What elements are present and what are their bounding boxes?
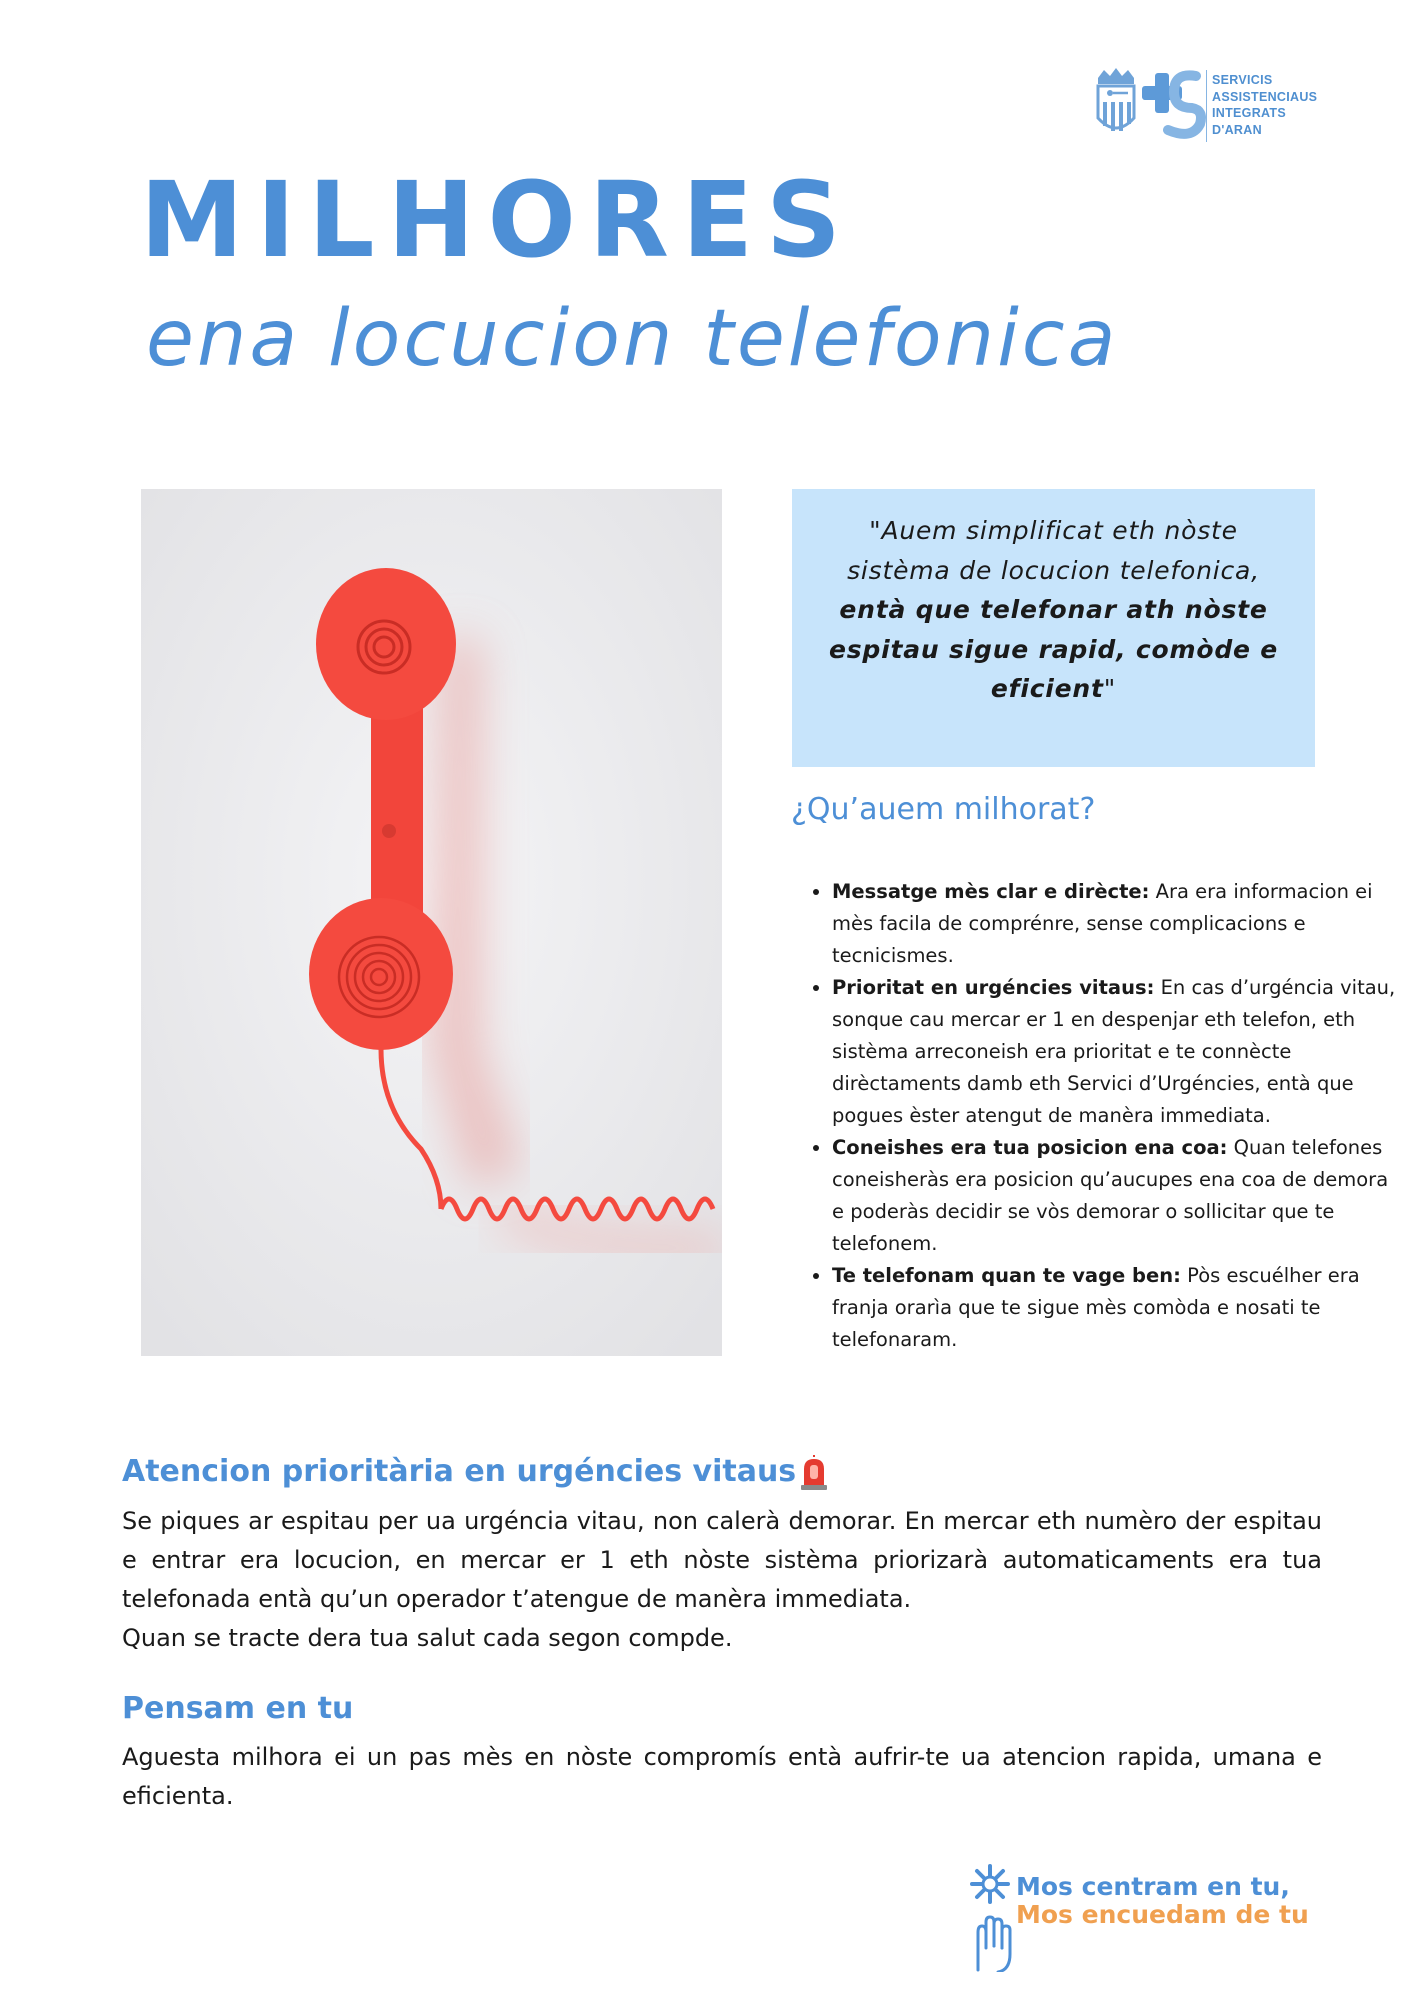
list-item-text: En cas d’urgéncia vitau, sonque cau mercar er 1 en despenjar eth telefon, eth sistèma arreconeish era prioritat e te connècte dirèctaments damb eth Servici d’Urgéncies, entà que pogues èster atengut de manèra immediata. <box>832 976 1396 1127</box>
list-item-title: Prioritat en urgéncies vitaus: <box>832 976 1155 999</box>
quote-closing-mark: " <box>1103 674 1117 703</box>
slogan-line-2: Mos encuedam de tu <box>1016 1900 1309 1929</box>
slogan-line-1: Mos centram en tu, <box>1016 1872 1290 1901</box>
section-paragraph-priority: Se piques ar espitau per ua urgéncia vitau, non calerà demorar. En mercar eth numèro der espitau e entrar era locucion, en mercar er 1 eth nòste sistèma priorizarà automaticaments era tua telefonada entà qu’un operador t’atengue de manèra immediata. <box>122 1507 1322 1613</box>
section-heading-thinking-of-you: Pensam en tu <box>122 1691 354 1726</box>
organization-logo <box>1092 68 1342 148</box>
telephone-handset-icon <box>141 489 722 1356</box>
list-item-text: Ara era informacion ei mès facila de comprénre, sense complicacions e tecnicismes. <box>832 880 1373 967</box>
red-telephone-photo <box>141 489 722 1356</box>
quote-box <box>792 489 1315 767</box>
page-title: MILHORES <box>140 159 854 281</box>
list-item <box>832 876 1397 972</box>
list-item <box>832 1260 1397 1356</box>
improvements-heading: ¿Qu’auem milhorat? <box>791 792 1096 827</box>
section-paragraph-thinking-of-you: Aguesta milhora ei un pas mès en nòste compromís entà aufrir-te ua atencion rapida, umana e eficienta. <box>122 1743 1322 1810</box>
list-item-text: Quan telefones coneisheràs era posicion qu’aucupes ena coa de demora e poderàs decidir se vòs demorar o sollicitar que te telefonem. <box>832 1136 1389 1255</box>
section-paragraph-priority-closing: Quan se tracte dera tua salut cada segon compde. <box>122 1624 733 1652</box>
siren-icon <box>798 1455 830 1491</box>
quote-text-regular: "Auem simplificat eth nòste sistèma de locucion telefonica, <box>847 516 1260 585</box>
organization-name: SERVICIS ASSISTENCIAUS INTEGRATS D'ARAN <box>1212 73 1318 137</box>
list-item-title: Coneishes era tua posicion ena coa: <box>832 1136 1228 1159</box>
list-item-title: Messatge mès clar e dirècte: <box>832 880 1150 903</box>
coat-of-arms-logo-icon <box>1092 68 1207 144</box>
quote-text-bold: entà que telefonar ath nòste espitau sigue rapid, comòde e eficient <box>828 595 1279 703</box>
quote-text <box>822 511 1285 709</box>
slogan-block <box>968 1862 1338 1982</box>
list-item-text: Pòs escuélher era franja orarìa que te sigue mès comòda e nosati te telefonaram. <box>832 1264 1360 1351</box>
page-subtitle: ena locucion telefonica <box>146 294 1119 384</box>
list-item-title: Te telefonam quan te vage ben: <box>832 1264 1181 1287</box>
improvements-list <box>808 876 1397 1356</box>
list-item <box>832 972 1397 1132</box>
section-heading-priority: Atencion prioritària en urgéncies vitaus <box>122 1454 797 1489</box>
list-item <box>832 1132 1397 1260</box>
flower-hand-icon <box>968 1862 1014 1972</box>
